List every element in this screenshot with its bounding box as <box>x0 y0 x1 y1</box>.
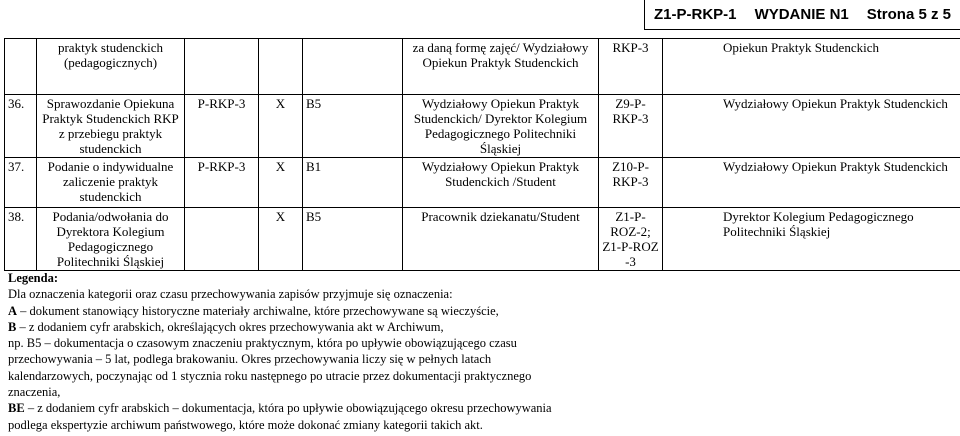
legend-be-key: BE <box>8 401 25 416</box>
legend-a-key: A <box>8 303 18 318</box>
legend-intro: Dla oznaczenia kategorii oraz czasu przechowywania zapisów przyjmuje się oznaczenia: <box>8 287 453 302</box>
record-name: Podania/odwołania do Dyrektora Kolegium Pedagogicznego Politechniki Śląskiej <box>37 208 185 271</box>
procedure-code <box>185 39 259 95</box>
keeper: Opiekun Praktyk Studenckich <box>663 39 960 95</box>
form-code: RKP-3 <box>599 39 663 95</box>
records-table <box>4 38 960 271</box>
legend-title: Legenda: <box>8 271 58 285</box>
responsible: za daną formę zajęć/ Wydziałowy Opiekun Praktyk Studenckich <box>403 39 599 95</box>
responsible: Wydziałowy Opiekun Praktyk Studenckich/ Dyrektor Kolegium Pedagogicznego Politechniki Śląskiej <box>403 95 599 158</box>
record-name: praktyk studenckich (pedagogicznych) <box>37 39 185 95</box>
record-name: Sprawozdanie Opiekuna Praktyk Studenckich RKP z przebiegu praktyk studenckich <box>37 95 185 158</box>
x-mark <box>259 39 303 95</box>
legend-a-text: – dokument stanowiący historyczne materiały archiwalne, które przechowywane są wieczyście, <box>17 303 499 318</box>
row-number: 37. <box>5 158 37 208</box>
legend-b <box>8 319 568 335</box>
doc-code: Z1-P-RKP-1 <box>654 6 737 23</box>
x-mark: X <box>259 208 303 271</box>
legend-be <box>8 400 568 433</box>
table-row <box>5 158 960 208</box>
category: B5 <box>303 95 403 158</box>
legend-b-text: – z dodaniem cyfr arabskich, określających okres przechowywania akt w Archiwum, <box>16 319 444 334</box>
row-number: 36. <box>5 95 37 158</box>
responsible: Pracownik dziekanatu/Student <box>403 208 599 271</box>
responsible: Wydziałowy Opiekun Praktyk Studenckich /Student <box>403 158 599 208</box>
table-row <box>5 208 960 271</box>
form-code: Z1-P-ROZ-2; Z1-P-ROZ -3 <box>599 208 663 271</box>
legend-example: np. B5 – dokumentacja o czasowym znaczeniu praktycznym, która po upływie obowiązującego czasu przechowywania – 5 lat, podlega brakowaniu. Okres przechowywania liczy się w pełnych latach kalendarzowych, poczynając od 1 stycznia roku następnego po utracie przez dokumentacji praktycznego znaczenia, <box>8 336 532 400</box>
page-number: Strona 5 z 5 <box>866 6 951 23</box>
edition: WYDANIE N1 <box>754 6 849 23</box>
table-row <box>5 39 960 95</box>
table-row <box>5 95 960 158</box>
record-name: Podanie o indywidualne zaliczenie praktyk studenckich <box>37 158 185 208</box>
x-mark: X <box>259 95 303 158</box>
category: B1 <box>303 158 403 208</box>
legend <box>8 270 568 433</box>
row-number: 38. <box>5 208 37 271</box>
category <box>303 39 403 95</box>
category: B5 <box>303 208 403 271</box>
legend-b-key: B <box>8 319 17 334</box>
procedure-code: P-RKP-3 <box>185 158 259 208</box>
keeper: Dyrektor Kolegium Pedagogicznego Politechniki Śląskiej <box>663 208 960 271</box>
legend-be-text: – z dodaniem cyfr arabskich – dokumentacja, która po upływie obowiązującego okresu przechowywania podlega ekspertyzie archiwum państwowego, które może dokonać zmiany kategorii takich akt. <box>8 401 552 432</box>
procedure-code <box>185 208 259 271</box>
row-number <box>5 39 37 95</box>
legend-a <box>8 303 568 319</box>
document-header <box>644 0 960 30</box>
procedure-code: P-RKP-3 <box>185 95 259 158</box>
form-code: Z10-P-RKP-3 <box>599 158 663 208</box>
form-code: Z9-P-RKP-3 <box>599 95 663 158</box>
keeper: Wydziałowy Opiekun Praktyk Studenckich <box>663 158 960 208</box>
x-mark: X <box>259 158 303 208</box>
keeper: Wydziałowy Opiekun Praktyk Studenckich <box>663 95 960 158</box>
